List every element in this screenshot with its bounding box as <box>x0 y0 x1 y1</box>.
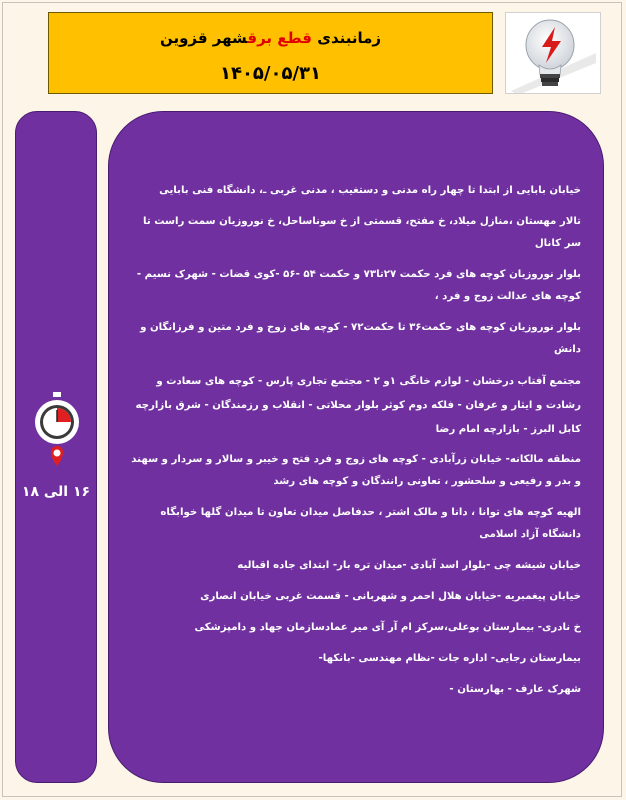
areas-list <box>125 180 581 710</box>
title-banner <box>48 12 493 94</box>
list-item: خیابان شیشه چی -بلوار اسد آبادی -میدان تره بار- ابتدای جاده اقبالیه <box>237 560 581 571</box>
logo <box>505 12 601 94</box>
list-item: الهیه کوچه های توانا ، دانا و مالک اشتر ، حدفاصل میدان تعاون تا میدان گلها خوابگاه دانشگاه آزاد اسلامی <box>160 507 581 540</box>
list-item: تالار مهستان ،منازل میلاد، خ مفتح، قسمتی از خ سوناساحل، خ نوروزیان سمت راست تا سر کانال <box>143 216 581 249</box>
outage-time-range: ۱۶ الی ۱۸ <box>21 484 91 500</box>
list-item: خیابان بابایی از ابتدا تا چهار راه مدنی و دستغیب ، مدنی غربی ـ، دانشگاه فنی بابایی <box>159 185 581 196</box>
list-item: خیابان پیغمبریه -خیابان هلال احمر و شهربانی - قسمت غربی خیابان انصاری <box>200 591 581 602</box>
page-title <box>49 29 492 47</box>
lightbulb-lightning-icon <box>506 13 601 94</box>
list-item: بیمارستان رجایی- اداره جات -نظام مهندسی -بانکها- <box>318 653 581 664</box>
title-prefix: زمانبندی <box>311 29 382 47</box>
areas-panel <box>108 111 604 783</box>
title-suffix: شهر قزوین <box>159 29 248 47</box>
schedule-date: ۱۴۰۵/۰۵/۳۱ <box>219 63 322 84</box>
page-frame <box>2 2 622 797</box>
list-item: منطقه مالکانه- خیابان زرآبادی - کوچه های زوج و فرد فتح و خیبر و سالار و سردار و سهند و بدر و رفیعی و سلحشور ، تعاونی رانندگان و کوچه های رشد <box>131 454 581 487</box>
list-item: مجتمع آفتاب درخشان - لوازم خانگی ۱و ۲ - مجتمع تجاری پارس - کوچه های سعادت و رشادت و ایثار و عرفان - فلکه دوم کوثر بلوار محلاتی - انقلاب و رزمندگان - شرق بازارچه کابل البرز - بازارچه امام رضا <box>135 376 581 435</box>
time-panel <box>15 111 97 783</box>
title-highlight: قطع برق <box>247 29 312 47</box>
list-item: بلوار نوروزیان کوچه های حکمت۳۶ تا حکمت۷۲ - کوچه های زوج و فرد متین و فرزانگان و دانش <box>140 322 581 355</box>
list-item: شهرک عارف - بهارستان - <box>449 684 581 695</box>
stopwatch-location-pin-icon <box>32 390 82 472</box>
list-item: بلوار نوروزیان کوچه های فرد حکمت ۲۷تا۷۳ و حکمت ۵۴ -۵۶ -کوی قضات - شهرک نسیم - کوچه های عدالت زوج و فرد ، <box>136 269 581 302</box>
list-item: خ نادری- بیمارستان بوعلی،سرکز ام آر آی میر عمادسازمان جهاد و دامپزشکی <box>194 622 581 633</box>
